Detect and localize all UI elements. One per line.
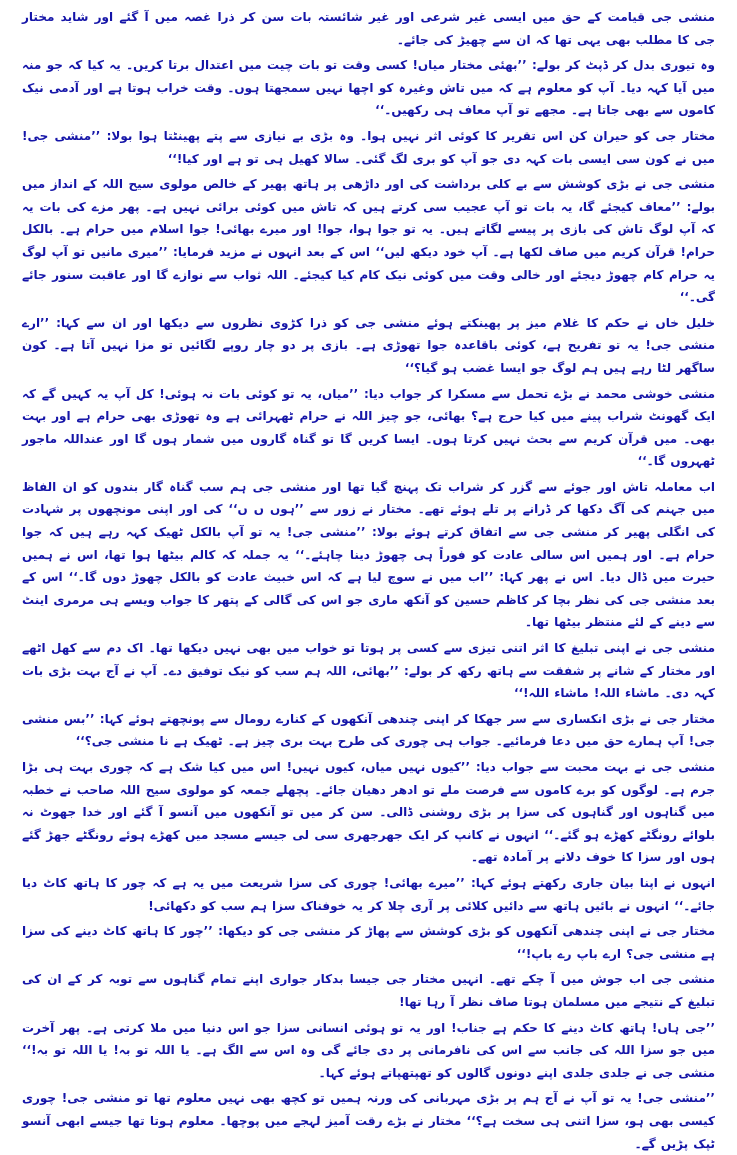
paragraph: ’’منشی جی! یہ تو آپ نے آج ہم پر بڑی مہربانی کی ورنہ ہمیں تو کچھ بھی نہیں معلوم تھا تو منشی جی! چوری کیسی بھی ہو، سزا اتنی ہی سخت ہے؟‘‘ مختار نے بڑے رقت آمیز لہجے میں پوچھا۔ معلوم ہوتا تھا جیسے ابھی آنسو ٹپک پڑیں گے۔ [22,1091,715,1151]
paragraph: منشی جی نے بہت محبت سے جواب دیا: ’’کیوں نہیں میاں، کیوں نہیں! اس میں کیا شک ہے کہ چوری بہت ہی بڑا جرم ہے۔ لوگوں کو برے کاموں سے فرصت ملے تو ادھر دھیان جائے۔ پچھلے جمعہ کو مولوی سیح اللہ صاحب نے خطبہ میں گناہوں اور گناہوں کی سزا پر بڑی روشنی ڈالی۔ سن کر میں تو آنکھوں میں آنسو آ گئے اور خدا جھوٹ نہ بلوائے رونگٹے کھڑے ہو گئے۔‘‘ انہوں نے کانپ کر ایک جھرجھری سی لی جیسے مسجد میں کھڑے ہوئے رونگٹے جھڑ گئے ہوں اور سزا کا خوف دلانے پر آمادہ تھے۔ [22,760,715,865]
paragraph: مختار جی نے اپنی چندھی آنکھوں کو بڑی کوشش سے پھاڑ کر منشی جی کو دیکھا: ’’چور کا ہاتھ کاٹ دینے کی سزا ہے منشی جی؟ ارے باپ رے باپ!‘‘ [22,924,715,961]
paragraph: وہ تیوری بدل کر ڈپٹ کر بولے: ’’بھئی مختار میاں! کسی وقت تو بات چیت میں اعتدال برتا کریں۔ یہ کیا کہ جو منہ میں آیا کہہ دیا۔ آپ کو معلوم ہے کہ میں تاش وغیرہ کو اچھا نہیں سمجھتا ہوں۔ وقت خراب ہوتا ہے اور آدمی نیک کاموں سے بھی جاتا ہے۔ مجھے تو آپ معاف ہی رکھیں۔‘‘ [22,58,715,118]
paragraph: ’’جی ہاں! ہاتھ کاٹ دینے کا حکم ہے جناب! اور یہ تو ہوئی انسانی سزا جو اس دنیا میں ملا کرتی ہے۔ پھر آخرت میں جو سزا اللہ کی جانب سے اس کی نافرمانی پر دی جائے گی وہ اس سے الگ ہے۔ یا اللہ تو بہ! یا اللہ تو بہ!‘‘ منشی جی نے جلدی جلدی اپنے دونوں گالوں کو تھپتھپاتے ہوئے کہا۔ [22,1020,715,1080]
paragraph: منشی جی قیامت کے حق میں ایسی غیر شرعی اور غیر شائستہ بات سن کر ذرا غصہ میں آ گئے اور شاید مختار جی کا مطلب بھی یہی تھا کہ ان سے چھیڑ کی جائے۔ [22,10,715,47]
paragraph: منشی جی نے بڑی کوشش سے بے کلی برداشت کی اور داڑھی پر ہاتھ پھیر کے خالص مولوی سیح اللہ کے انداز میں بولے: ’’معاف کیجئے گا، یہ بات تو آپ عجیب سی کرتے ہیں کہ تاش میں کوئی برائی نہیں ہے۔ پھر مزے کی بات یہ کہ آپ لوگ تاش کی بازی پر پیسے لگاتے ہیں۔ یہ تو جوا ہوا، جوا! اور میرے بھائی! جوا اسلام میں حرام ہے۔ بالکل حرام! قرآن کریم میں صاف لکھا ہے۔ آپ خود دیکھ لیں‘‘ اس کے بعد انہوں نے مزید فرمایا: ’’میری مانیں تو آپ لوگ یہ حرام کام چھوڑ دیجئے اور خالی وقت میں کوئی نیک کام کیا کیجئے۔ اللہ ثواب سے نوازے گا اور عاقبت سنور جائے گی۔‘‘ [22,177,715,305]
paragraph: منشی جی اب جوش میں آ چکے تھے۔ انہیں مختار جی جیسا بدکار جواری اپنے تمام گناہوں سے توبہ کر کے ان کی تبلیغ کے نتیجے میں مسلمان ہوتا صاف نظر آ رہا تھا! [22,972,715,1009]
paragraph: مختار جی نے بڑی انکساری سے سر جھکا کر اپنی چندھی آنکھوں کے کنارے رومال سے پونچھتے ہوئے کہا: ’’بس منشی جی! آپ ہمارے حق میں دعا فرمائیے۔ جواب ہی چوری کی طرح بہت بری چیز ہے۔ ٹھیک ہے نا منشی جی؟‘‘ [22,711,715,749]
paragraph: مختار جی کو حیران کن اس تقریر کا کوئی اثر نہیں ہوا۔ وہ بڑی بے نیازی سے پتے پھینٹتا ہوا بولا: ’’منشی جی! میں نے کون سی ایسی بات کہہ دی جو آپ کو بری لگ گئی۔ سالا کھیل ہی تو ہے اور کیا!‘‘ [22,128,715,166]
paragraph: انہوں نے اپنا بیان جاری رکھتے ہوئے کہا: ’’میرے بھائی! چوری کی سزا شریعت میں یہ ہے کہ چور کا ہاتھ کاٹ دیا جائے۔‘‘ انہوں نے بائیں ہاتھ سے دائیں کلائی پر آری چلا کر یہ خوفناک سزا ہم سب کو دکھائی! [22,875,715,913]
paragraph: اب معاملہ تاش اور جوئے سے گزر کر شراب تک پہنچ گیا تھا اور منشی جی ہم سب گناہ گار بندوں کو ان الفاظ میں جہنم کی آگ دکھا کر ڈرانے پر تلے ہوئے تھے۔ مختار نے زور سے ’’ہوں ں ں‘‘ کی اور اپنی مونچھوں پر شہادت کی انگلی پھیر کر منشی جی سے اتفاق کرتے ہوئے بولا: ’’منشی جی! یہ تو آپ بالکل ٹھیک کہہ رہے ہیں کہ جوا حرام ہے۔ اور ہمیں اس سالی عادت کو فوراً ہی چھوڑ دینا چاہئے۔‘‘ یہ جملہ کہ کالم بیٹھا ہوا تھا، اس نے ہمیں حیرت میں ڈال دیا۔ اس نے پھر کہا: ’’اب میں نے سوچ لیا ہے کہ اس خبیث عادت کو بالکل چھوڑ دوں گا۔‘‘ اس کے بعد منشی جی کی نظر بچا کر کاظم حسین کو آنکھ ماری جو اس کی گالی کے پتھر کا جواب ویسے ہی مرمری اینٹ سے دینے کے لئے منتظر بیٹھا تھا۔ [21,479,715,630]
paragraph: خلیل خاں نے حکم کا غلام میز پر پھینکتے ہوئے منشی جی کو ذرا کڑوی نظروں سے دیکھا اور ان سے کہا: ’’ارے منشی جی! یہ تو تفریح ہے، کوئی باقاعدہ جوا تھوڑی ہے۔ بازی پر دو چار روپے لگائیں تو مزا نہیں آتا ہے۔ کون ساگھر لٹا رہے ہیں ہم لوگ جو ایسا غضب ہو گیا؟‘‘ [22,315,715,375]
paragraph: منشی خوشی محمد نے بڑے تحمل سے مسکرا کر جواب دیا: ’’میاں، یہ تو کوئی بات نہ ہوئی! کل آپ یہ کہیں گے کہ ایک گھونٹ شراب پینے میں کیا حرج ہے؟ بھائی، جو چیز اللہ نے حرام ٹھہرائی ہے وہ تھوڑی بھی حرام ہے اور بہت بھی۔ میں قرآن کریم سے بحث نہیں کرتا ہوں۔ ایسا کریں گا تو گناہ گاروں میں شمار ہوں گا اور عنداللہ ماجور ٹھہروں گا۔‘‘ [22,386,715,469]
paragraph: منشی جی نے اپنی تبلیغ کا اثر اتنی تیزی سے کسی پر ہوتا تو خواب میں بھی نہیں دیکھا تھا۔ اک دم سے کھل اٹھے اور مختار کے شانے پر شفقت سے ہاتھ رکھ کر بولے: ’’بھائی، اللہ ہم سب کو نیک توفیق دے۔ آپ نے آج بہت بڑی بات کہہ دی۔ ماشاء اللہ! ماشاء اللہ!‘‘ [22,641,715,701]
